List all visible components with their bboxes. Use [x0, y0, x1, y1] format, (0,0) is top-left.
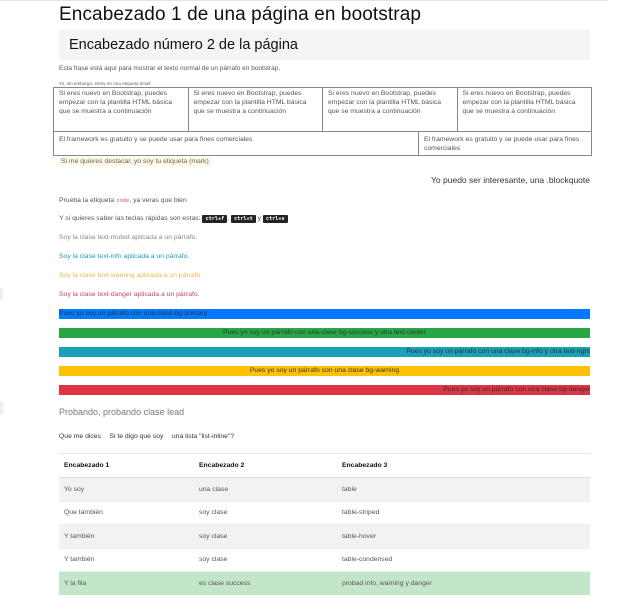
bg-info-bar: Pues yo soy un párrafo con una clase bg-info y otra text-right	[59, 347, 590, 357]
text-muted: Soy la clase text-muted aplicada a un párrafo.	[59, 234, 198, 241]
grid-cell: Si eres nuevo en Bootstrap, puedes empezar con la plantilla HTML básica que se muestra a continuación	[462, 90, 576, 115]
table-cell: table-striped	[337, 501, 590, 525]
inline-list	[59, 425, 590, 443]
table-row	[59, 501, 590, 525]
grid-cell: Si eres nuevo en Bootstrap, puedes empezar con la plantilla HTML básica que se muestra a continuación	[54, 88, 189, 131]
kbd-ctrl-s: ctrl+s	[263, 215, 288, 223]
grid-row-1	[53, 87, 592, 131]
table-cell: Y la fila	[59, 572, 194, 596]
grid-cell: Si eres nuevo en Bootstrap, puedes empezar con la plantilla HTML básica que se muestra a continuación	[323, 88, 458, 131]
table-row	[59, 548, 590, 572]
separator: ,	[227, 215, 231, 222]
table-row	[59, 478, 590, 502]
table-cell: table-condensed	[337, 548, 590, 572]
normal-paragraph: Esta frase está aquí para mostrar el texto normal de un párrafo en bootstrap.	[59, 65, 281, 72]
table-cell: Y también	[59, 548, 194, 572]
table-cell: soy clase	[194, 548, 337, 572]
data-table	[59, 453, 590, 595]
code-text-after: , ya veras que bien	[129, 197, 187, 204]
table-cell: Y también	[59, 525, 194, 549]
bg-warning-bar: Pues yo soy un párrafo con una clase bg-warning	[59, 366, 590, 376]
kbd-ctrl-f: ctrl+f	[202, 215, 227, 223]
code-tag: code	[116, 198, 130, 204]
table-cell: una clase	[194, 478, 337, 502]
code-paragraph	[59, 196, 590, 206]
bg-primary-bar: Pues yo soy un párrafo con una clase bg-primary	[59, 309, 590, 319]
table-header: Encabezado 3	[337, 454, 590, 478]
bg-danger-bar: Pues yo soy un párrafo con una clase bg-danger	[59, 385, 590, 395]
table-cell: Que también	[59, 501, 194, 525]
separator: y	[255, 215, 263, 222]
table-row-success	[59, 572, 590, 596]
grid-row-2	[53, 131, 592, 156]
text-warning: Soy la clase text-warning aplicada a un párrafo.	[59, 272, 203, 279]
kbd-ctrl-t: ctrl+t	[231, 215, 256, 223]
kbd-text: Y si quieres saber las teclas rápidas son estas:	[59, 215, 203, 222]
table-cell: table-hover	[337, 525, 590, 549]
table-cell: Yo soy	[59, 478, 194, 502]
table-header: Encabezado 2	[194, 454, 337, 478]
page-title-h1: Encabezado 1 de una página en bootstrap	[59, 4, 422, 25]
text-info: Soy la clase text-info aplicada a un párrafo.	[59, 253, 190, 260]
page-title-h2: Encabezado número 2 de la página	[69, 37, 298, 53]
table-row	[59, 525, 590, 549]
kbd-paragraph	[59, 214, 590, 224]
h2-jumbotron	[59, 30, 590, 60]
code-text-before: Prueba la etiqueta	[59, 197, 117, 204]
grid-cell: El framework es gratuito y se puede usar para fines comerciales	[424, 136, 580, 152]
small-text: Yo, sin embargo, estoy en una etiqueta small	[59, 81, 151, 86]
bg-success-bar: Pues yo soy un párrafo con una clase bg-success y otra text-center	[59, 328, 590, 338]
table-cell: table	[337, 478, 590, 502]
blockquote: Yo puedo ser interesante, una .blockquote	[431, 175, 590, 185]
list-item: una lista "list-inline"?	[171, 433, 235, 440]
table-cell: es clase success	[194, 572, 337, 596]
list-item: Que me dices	[59, 433, 101, 440]
page-container	[59, 0, 590, 595]
grid-cell: Si eres nuevo en Bootstrap, puedes empezar con la plantilla HTML básica que se muestra a continuación	[189, 88, 324, 131]
table-header: Encabezado 1	[59, 454, 194, 478]
table-cell: probad info, warning y danger	[337, 572, 590, 596]
lead-paragraph: Probando, probando clase lead	[59, 407, 185, 417]
table-cell: soy clase	[194, 525, 337, 549]
edge-artifact	[0, 402, 3, 414]
mark-paragraph	[59, 158, 590, 170]
text-danger: Soy la clase text-danger aplicada a un párrafo.	[59, 291, 200, 298]
mark-highlight: Si me quieres destacar, yo soy tu etiqueta (mark)	[61, 158, 209, 165]
table-header-row	[59, 454, 590, 478]
table-cell: soy clase	[194, 501, 337, 525]
list-item: Si te digo que soy	[109, 433, 164, 440]
grid-cell: El framework es gratuito y se puede usar para fines comerciales	[54, 132, 419, 155]
edge-artifact	[0, 288, 3, 300]
